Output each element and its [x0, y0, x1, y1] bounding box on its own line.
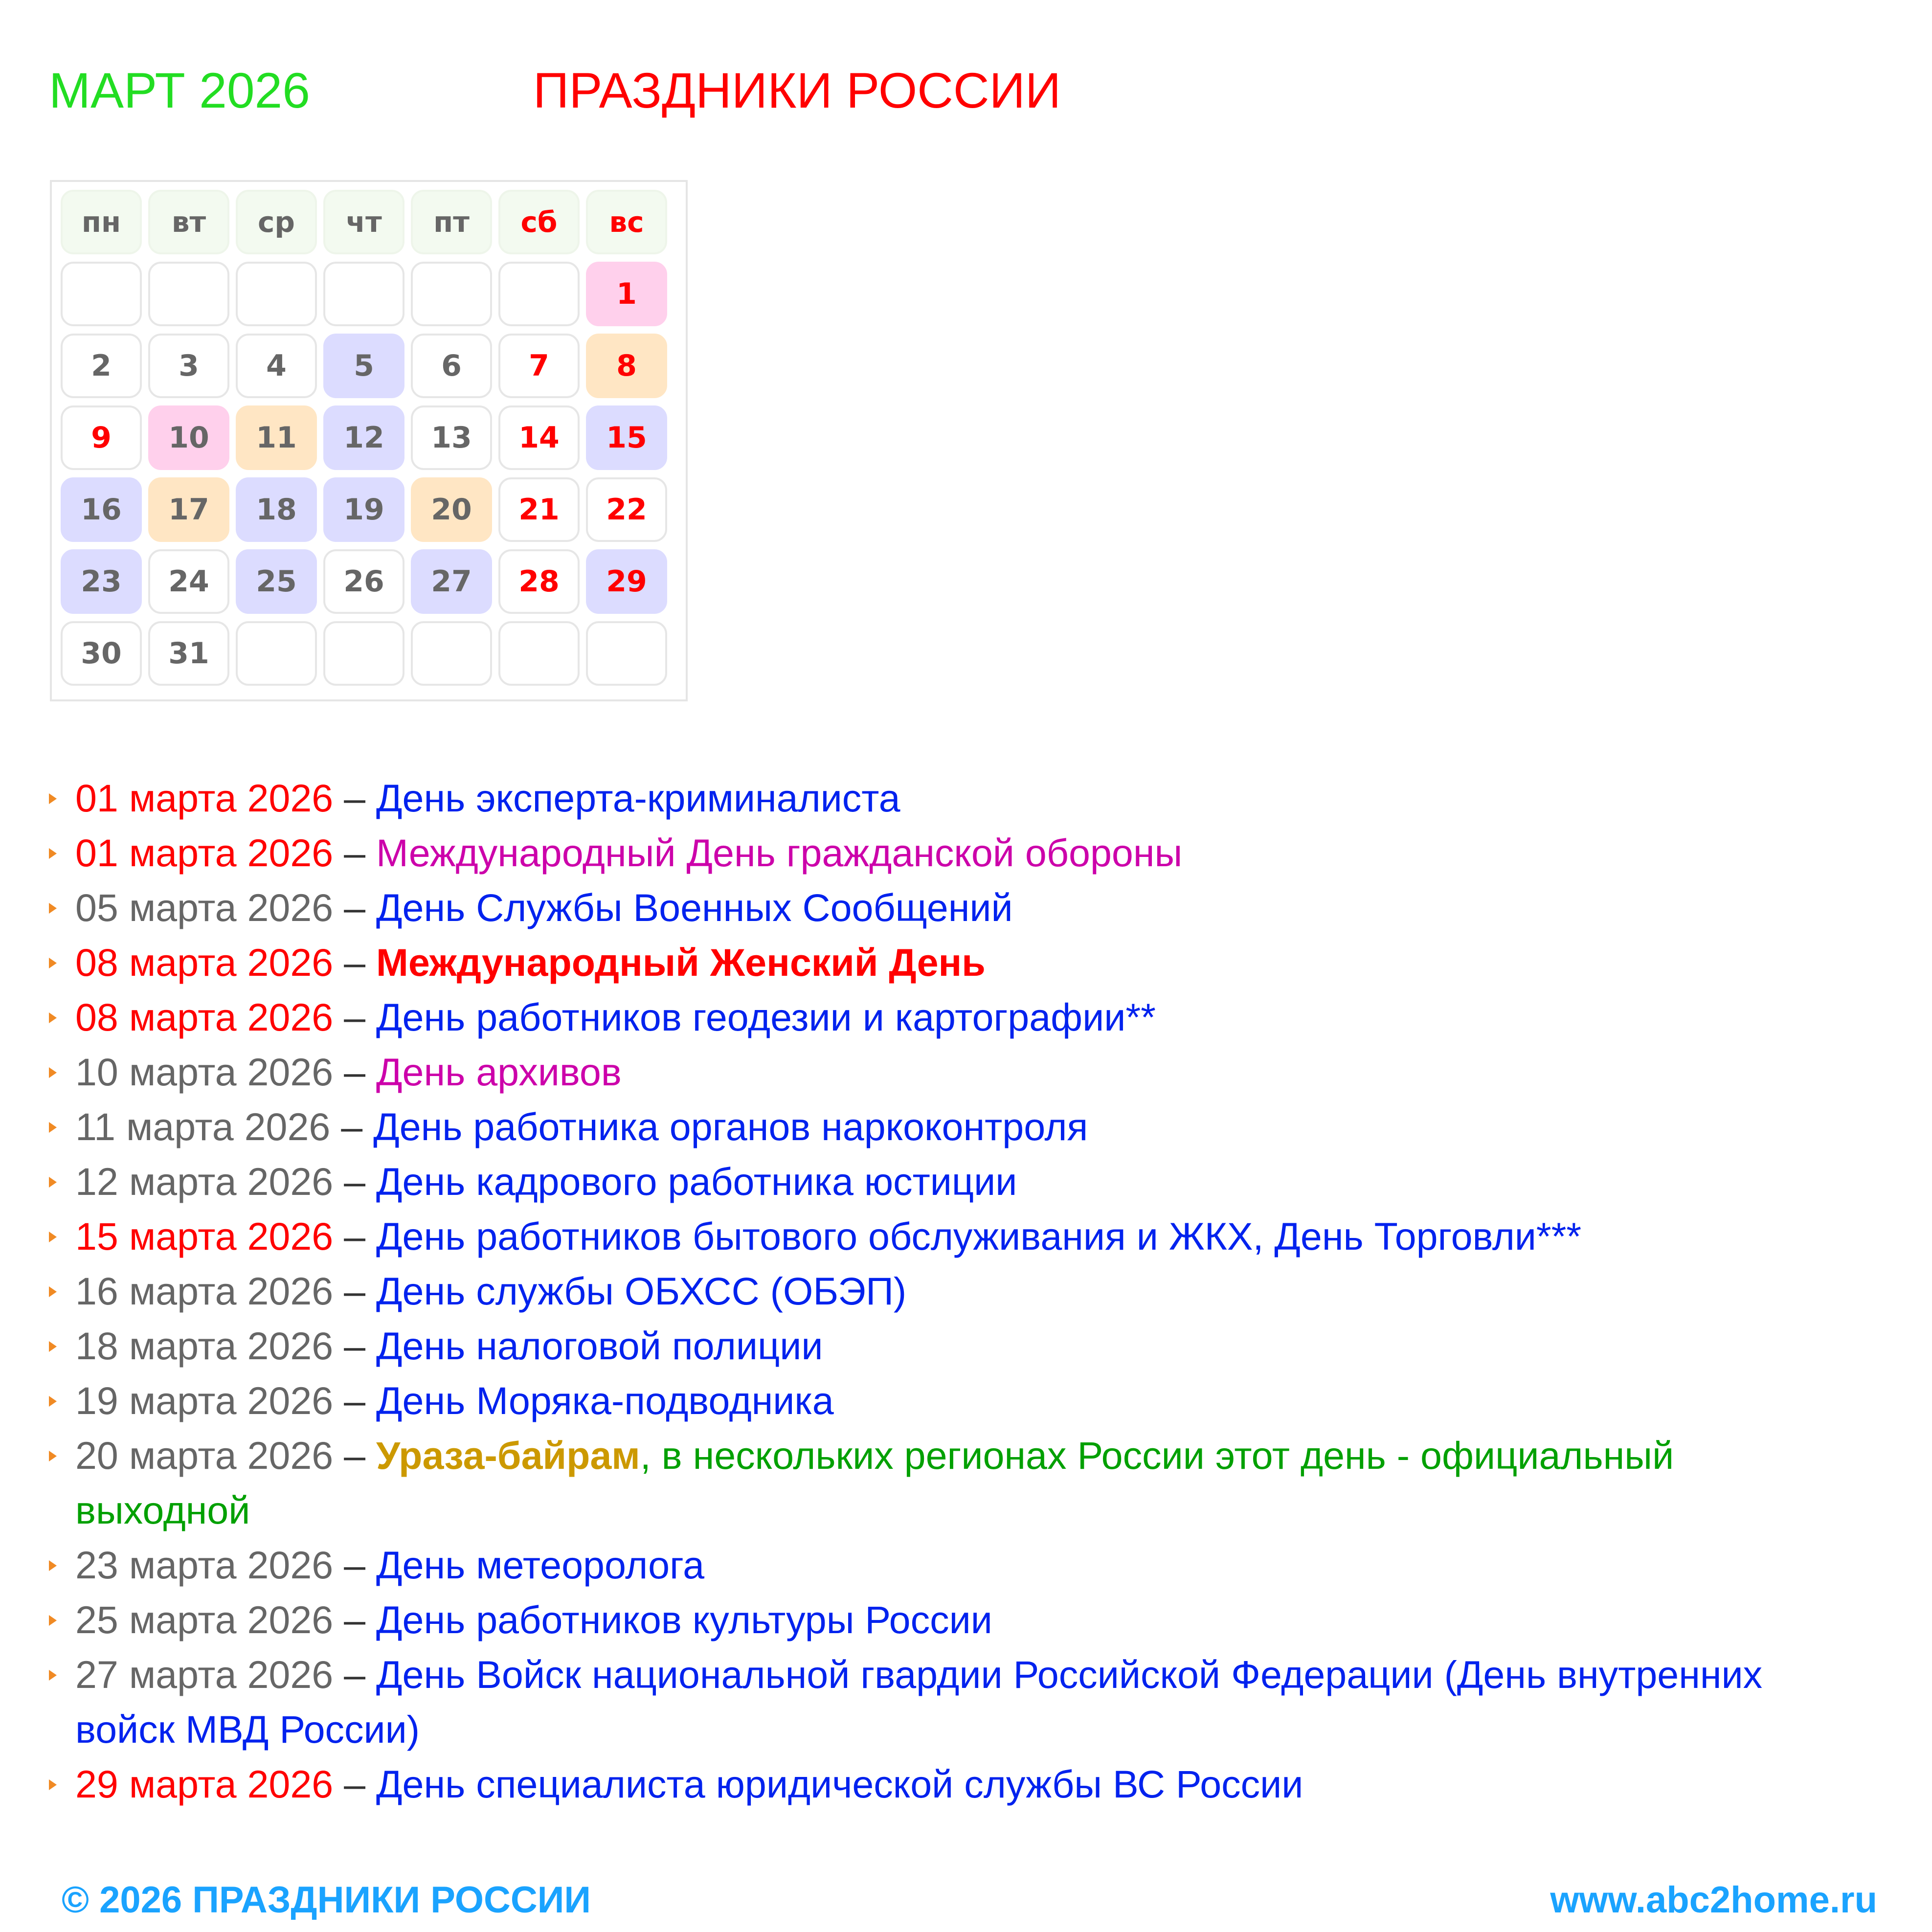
triangle-right-icon: [49, 1177, 57, 1188]
calendar-day: 9: [61, 405, 142, 470]
holiday-name[interactable]: День службы ОБХСС (ОБЭП): [376, 1269, 907, 1313]
holiday-separator: –: [344, 1653, 366, 1696]
calendar-day: 11: [236, 405, 317, 470]
holiday-item: [46, 935, 1856, 990]
weekday-header: сб: [498, 190, 580, 254]
holiday-separator: –: [344, 1762, 366, 1806]
calendar-day: 13: [411, 405, 492, 470]
holiday-separator: –: [344, 1598, 366, 1641]
holiday-item: [46, 1757, 1856, 1812]
calendar-empty-cell: [586, 621, 667, 686]
triangle-right-icon: [49, 848, 57, 859]
holiday-separator: –: [344, 1050, 366, 1094]
holiday-name[interactable]: Международный День гражданской обороны: [376, 831, 1183, 875]
calendar-day: 20: [411, 477, 492, 542]
calendar-day: 5: [323, 334, 404, 398]
calendar-empty-cell: [323, 262, 404, 326]
calendar-day: 18: [236, 477, 317, 542]
calendar-day: 3: [148, 334, 229, 398]
holiday-name[interactable]: День метеоролога: [376, 1543, 705, 1587]
weekday-header: пт: [411, 190, 492, 254]
calendar-day: 27: [411, 549, 492, 614]
holiday-name[interactable]: День специалиста юридической службы ВС России: [376, 1762, 1303, 1806]
calendar-day: 24: [148, 549, 229, 614]
calendar-day: 1: [586, 262, 667, 326]
month-title: МАРТ 2026: [49, 63, 311, 118]
weekday-header: пн: [61, 190, 142, 254]
holiday-name[interactable]: День Войск национальной гвардии Российской Федерации (День внутренних войск МВД России): [75, 1653, 1763, 1751]
footer-url-link[interactable]: www.abc2home.ru: [1550, 1879, 1877, 1921]
calendar-day: 29: [586, 549, 667, 614]
holiday-date: 05 марта 2026: [75, 886, 334, 929]
holiday-date: 08 марта 2026: [75, 995, 334, 1039]
holiday-date: 01 марта 2026: [75, 831, 334, 875]
weekday-header: вс: [586, 190, 667, 254]
holiday-separator: –: [344, 1379, 366, 1422]
holiday-name[interactable]: День работника органов наркоконтроля: [373, 1105, 1088, 1148]
calendar-empty-cell: [498, 262, 580, 326]
calendar-day: 10: [148, 405, 229, 470]
holiday-date: 12 марта 2026: [75, 1160, 334, 1203]
holiday-item: [46, 1538, 1856, 1593]
holiday-item: [46, 1319, 1856, 1373]
weekday-header: чт: [323, 190, 404, 254]
calendar-day: 25: [236, 549, 317, 614]
triangle-right-icon: [49, 793, 57, 804]
calendar-day: 19: [323, 477, 404, 542]
triangle-right-icon: [49, 1012, 57, 1023]
holiday-date: 15 марта 2026: [75, 1214, 334, 1258]
calendar-empty-cell: [236, 621, 317, 686]
holiday-separator: –: [344, 995, 366, 1039]
holiday-date: 11 марта 2026: [75, 1105, 331, 1148]
triangle-right-icon: [49, 958, 57, 968]
holiday-separator: –: [344, 1269, 366, 1313]
calendar-empty-cell: [148, 262, 229, 326]
calendar-empty-cell: [323, 621, 404, 686]
calendar-day: 31: [148, 621, 229, 686]
holiday-item: [46, 1154, 1856, 1209]
calendar-empty-cell: [411, 262, 492, 326]
calendar-day: 6: [411, 334, 492, 398]
holiday-list: [46, 771, 1856, 1812]
calendar-empty-cell: [411, 621, 492, 686]
triangle-right-icon: [49, 1779, 57, 1790]
triangle-right-icon: [49, 1286, 57, 1297]
holiday-item: [46, 1428, 1856, 1538]
holiday-name[interactable]: День работников бытового обслуживания и ЖКХ, День Торговли***: [376, 1214, 1582, 1258]
holiday-separator: –: [344, 776, 366, 820]
holiday-name[interactable]: День работников культуры России: [376, 1598, 992, 1641]
holiday-name[interactable]: , в нескольких регионах России этот день - официальный выходной: [75, 1434, 1674, 1532]
triangle-right-icon: [49, 1067, 57, 1078]
calendar-day: 23: [61, 549, 142, 614]
holiday-date: 25 марта 2026: [75, 1598, 334, 1641]
holiday-separator: –: [344, 831, 366, 875]
triangle-right-icon: [49, 1122, 57, 1133]
calendar-day: 2: [61, 334, 142, 398]
weekday-header: вт: [148, 190, 229, 254]
holiday-date: 16 марта 2026: [75, 1269, 334, 1313]
calendar-day: 7: [498, 334, 580, 398]
holiday-item: [46, 1264, 1856, 1319]
holiday-item: [46, 1209, 1856, 1264]
holiday-separator: –: [344, 1214, 366, 1258]
calendar-day: 28: [498, 549, 580, 614]
holiday-name[interactable]: День налоговой полиции: [376, 1324, 823, 1368]
footer-copyright: © 2026 ПРАЗДНИКИ РОССИИ: [62, 1879, 591, 1921]
holiday-separator: –: [341, 1105, 363, 1148]
holiday-item: [46, 1045, 1856, 1100]
holiday-separator: –: [344, 941, 366, 984]
calendar-day: 22: [586, 477, 667, 542]
holiday-item: [46, 990, 1856, 1045]
holiday-name[interactable]: Международный Женский День: [376, 941, 986, 984]
holiday-name[interactable]: День кадрового работника юстиции: [376, 1160, 1017, 1203]
calendar-empty-cell: [498, 621, 580, 686]
holiday-date: 01 марта 2026: [75, 776, 334, 820]
calendar-day: 12: [323, 405, 404, 470]
calendar-grid: [50, 180, 688, 701]
holiday-date: 23 марта 2026: [75, 1543, 334, 1587]
calendar-day: 17: [148, 477, 229, 542]
triangle-right-icon: [49, 1232, 57, 1242]
holiday-name[interactable]: День Службы Военных Сообщений: [376, 886, 1013, 929]
holiday-item: [46, 880, 1856, 935]
calendar-day: 21: [498, 477, 580, 542]
calendar-day: 8: [586, 334, 667, 398]
triangle-right-icon: [49, 1670, 57, 1681]
holiday-name[interactable]: День работников геодезии и картографии**: [376, 995, 1156, 1039]
holiday-separator: –: [344, 1434, 366, 1477]
holiday-name[interactable]: День архивов: [376, 1050, 622, 1094]
holiday-name[interactable]: День Моряка-подводника: [376, 1379, 834, 1422]
calendar-day: 26: [323, 549, 404, 614]
calendar-day: 30: [61, 621, 142, 686]
holiday-name[interactable]: Ураза-байрам: [376, 1434, 640, 1477]
triangle-right-icon: [49, 1396, 57, 1407]
triangle-right-icon: [49, 1615, 57, 1626]
calendar-day: 14: [498, 405, 580, 470]
holiday-item: [46, 1373, 1856, 1428]
triangle-right-icon: [49, 1451, 57, 1461]
triangle-right-icon: [49, 1560, 57, 1571]
calendar-day: 16: [61, 477, 142, 542]
calendar-day: 15: [586, 405, 667, 470]
holiday-item: [46, 771, 1856, 826]
holiday-item: [46, 826, 1856, 880]
holiday-separator: –: [344, 886, 366, 929]
holiday-date: 29 марта 2026: [75, 1762, 334, 1806]
holiday-separator: –: [344, 1160, 366, 1203]
holiday-date: 20 марта 2026: [75, 1434, 334, 1477]
calendar-empty-cell: [236, 262, 317, 326]
calendar-day: 4: [236, 334, 317, 398]
holiday-name[interactable]: День эксперта-криминалиста: [376, 776, 900, 820]
holiday-item: [46, 1593, 1856, 1647]
holiday-date: 08 марта 2026: [75, 941, 334, 984]
site-title: ПРАЗДНИКИ РОССИИ: [533, 63, 1061, 118]
holiday-separator: –: [344, 1543, 366, 1587]
holiday-date: 27 марта 2026: [75, 1653, 334, 1696]
calendar-empty-cell: [61, 262, 142, 326]
weekday-header: ср: [236, 190, 317, 254]
holiday-date: 19 марта 2026: [75, 1379, 334, 1422]
holiday-date: 18 марта 2026: [75, 1324, 334, 1368]
holiday-item: [46, 1100, 1856, 1154]
holiday-separator: –: [344, 1324, 366, 1368]
triangle-right-icon: [49, 903, 57, 914]
holiday-item: [46, 1647, 1856, 1757]
holiday-date: 10 марта 2026: [75, 1050, 334, 1094]
triangle-right-icon: [49, 1341, 57, 1352]
